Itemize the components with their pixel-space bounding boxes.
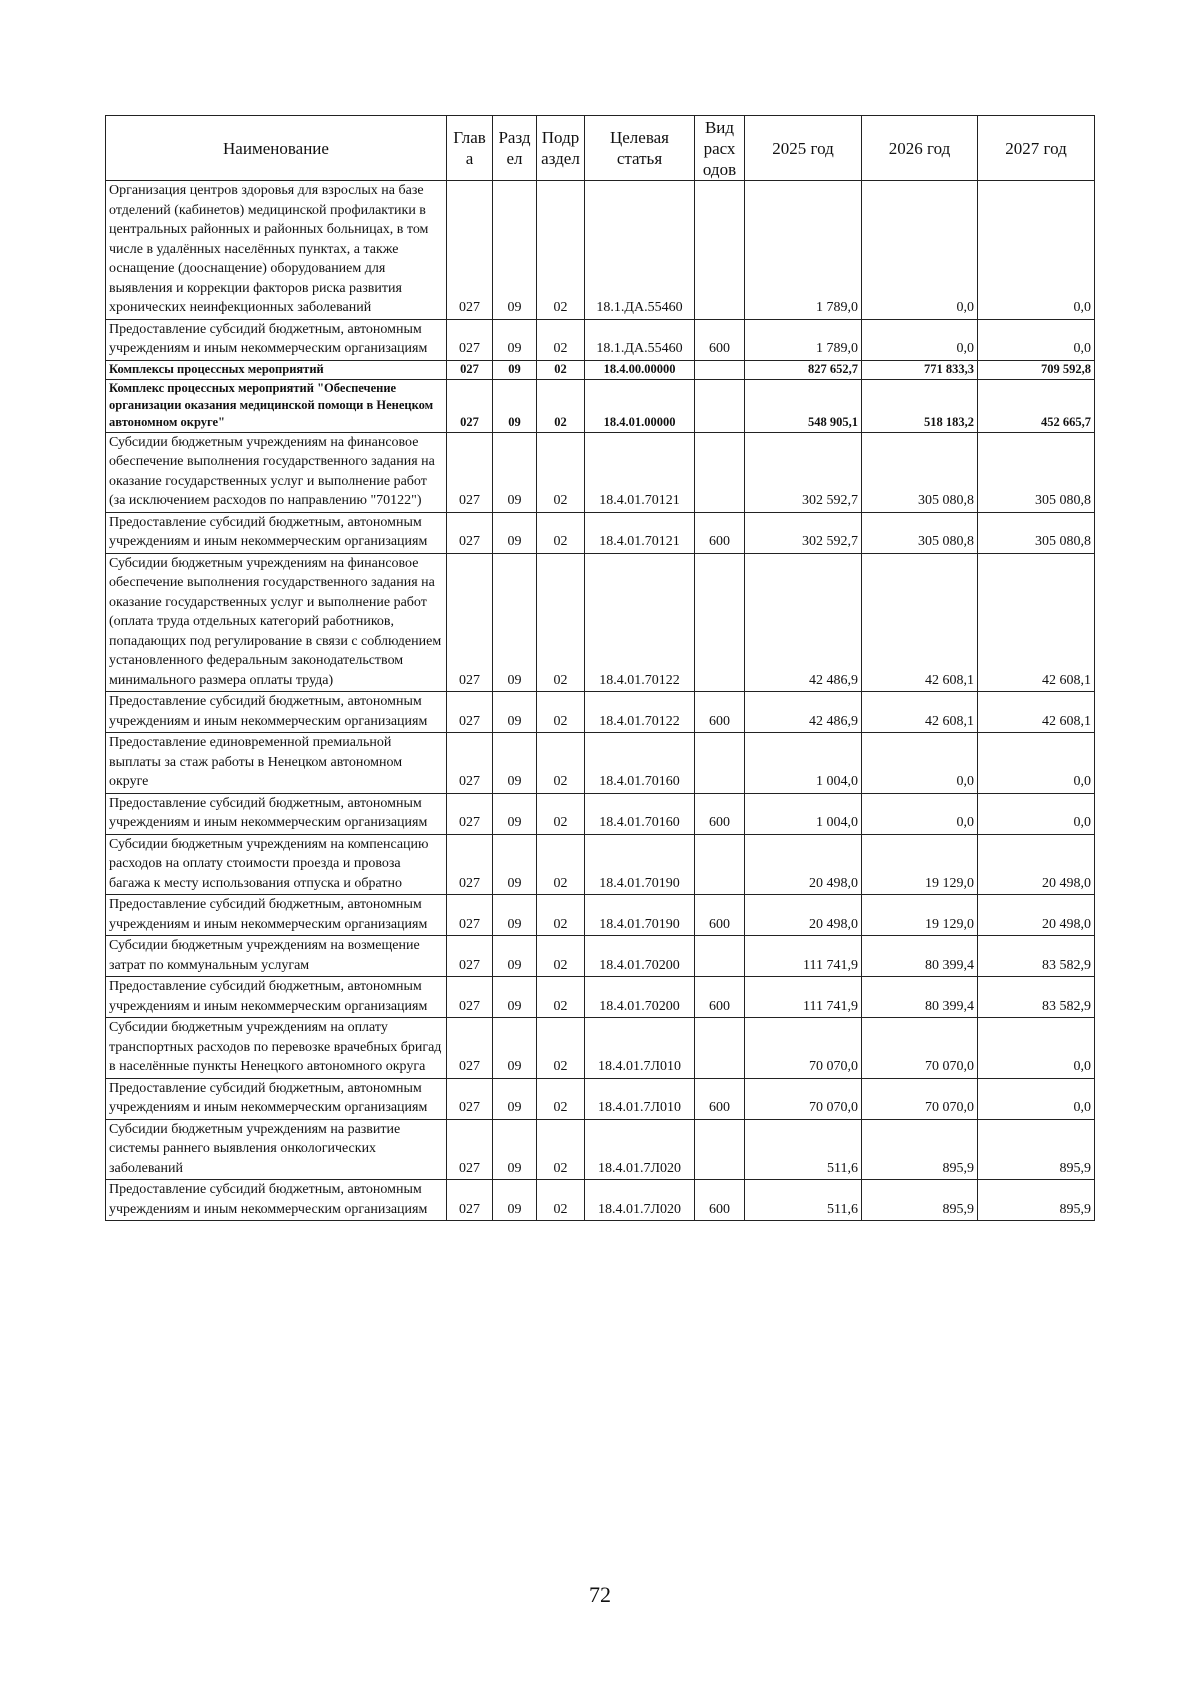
cell-expense-type (695, 1018, 745, 1079)
cell-name: Предоставление субсидий бюджетным, автономным учреждениям и иным некоммерческим организациям (106, 793, 447, 834)
cell-name: Субсидии бюджетным учреждениям на возмещение затрат по коммунальным услугам (106, 936, 447, 977)
cell-subsection: 02 (537, 1180, 585, 1221)
cell-name: Комплекс процессных мероприятий "Обеспечение организации оказания медицинской помощи в Ненецком автономном округе" (106, 379, 447, 432)
cell-2027: 305 080,8 (978, 432, 1095, 512)
header-2027: 2027 год (978, 116, 1095, 181)
cell-2025: 827 652,7 (745, 360, 862, 379)
cell-subsection: 02 (537, 834, 585, 895)
cell-2025: 111 741,9 (745, 936, 862, 977)
table-row (106, 834, 1095, 895)
cell-2025: 511,6 (745, 1119, 862, 1180)
cell-name: Субсидии бюджетным учреждениям на финансовое обеспечение выполнения государственного задания на оказание государственных услуг и выполнение работ (за исключением расходов по направлению "70122") (106, 432, 447, 512)
cell-name: Предоставление единовременной премиальной выплаты за стаж работы в Ненецком автономном округе (106, 733, 447, 794)
table-row (106, 181, 1095, 320)
cell-expense-type (695, 834, 745, 895)
table-row (106, 692, 1095, 733)
cell-target: 18.4.01.70190 (585, 834, 695, 895)
cell-target: 18.4.01.7Л010 (585, 1018, 695, 1079)
cell-subsection: 02 (537, 733, 585, 794)
table-row (106, 1180, 1095, 1221)
cell-2025: 70 070,0 (745, 1018, 862, 1079)
cell-subsection: 02 (537, 512, 585, 553)
cell-expense-type (695, 1119, 745, 1180)
cell-2027: 42 608,1 (978, 692, 1095, 733)
cell-chapter: 027 (447, 895, 493, 936)
cell-name: Предоставление субсидий бюджетным, автономным учреждениям и иным некоммерческим организациям (106, 1078, 447, 1119)
cell-2025: 42 486,9 (745, 692, 862, 733)
cell-target: 18.1.ДА.55460 (585, 319, 695, 360)
cell-expense-type (695, 553, 745, 692)
cell-subsection: 02 (537, 895, 585, 936)
cell-2025: 511,6 (745, 1180, 862, 1221)
cell-2027: 0,0 (978, 1078, 1095, 1119)
header-expense-type: Вид расх одов (695, 116, 745, 181)
header-subsection: Подр аздел (537, 116, 585, 181)
cell-section: 09 (493, 692, 537, 733)
cell-name: Субсидии бюджетным учреждениям на финансовое обеспечение выполнения государственного задания на оказание государственных услуг и выполнение работ (оплата труда отдельных категорий работников, попадающих под регулирование в связи с соблюдением установленного федеральным законодательством минимального размера оплаты труда) (106, 553, 447, 692)
cell-subsection: 02 (537, 936, 585, 977)
table-row (106, 936, 1095, 977)
cell-expense-type (695, 936, 745, 977)
cell-section: 09 (493, 936, 537, 977)
table-row (106, 379, 1095, 432)
cell-subsection: 02 (537, 432, 585, 512)
cell-2026: 895,9 (862, 1119, 978, 1180)
cell-2025: 302 592,7 (745, 512, 862, 553)
cell-expense-type: 600 (695, 793, 745, 834)
cell-target: 18.4.01.70122 (585, 692, 695, 733)
cell-2026: 895,9 (862, 1180, 978, 1221)
cell-2026: 0,0 (862, 319, 978, 360)
cell-2026: 305 080,8 (862, 432, 978, 512)
cell-2027: 83 582,9 (978, 936, 1095, 977)
cell-2027: 0,0 (978, 793, 1095, 834)
cell-name: Предоставление субсидий бюджетным, автономным учреждениям и иным некоммерческим организациям (106, 977, 447, 1018)
cell-target: 18.4.01.70160 (585, 793, 695, 834)
cell-section: 09 (493, 379, 537, 432)
cell-target: 18.4.00.00000 (585, 360, 695, 379)
cell-expense-type: 600 (695, 319, 745, 360)
cell-name: Предоставление субсидий бюджетным, автономным учреждениям и иным некоммерческим организациям (106, 895, 447, 936)
cell-2025: 1 789,0 (745, 319, 862, 360)
cell-section: 09 (493, 553, 537, 692)
cell-expense-type: 600 (695, 895, 745, 936)
cell-2025: 1 004,0 (745, 733, 862, 794)
cell-subsection: 02 (537, 1119, 585, 1180)
header-chapter: Глав а (447, 116, 493, 181)
cell-section: 09 (493, 1018, 537, 1079)
cell-2025: 20 498,0 (745, 834, 862, 895)
cell-2027: 0,0 (978, 733, 1095, 794)
cell-chapter: 027 (447, 936, 493, 977)
cell-2027: 0,0 (978, 1018, 1095, 1079)
cell-2026: 771 833,3 (862, 360, 978, 379)
table-row (106, 360, 1095, 379)
table-row (106, 319, 1095, 360)
cell-expense-type (695, 432, 745, 512)
cell-subsection: 02 (537, 319, 585, 360)
cell-name: Предоставление субсидий бюджетным, автономным учреждениям и иным некоммерческим организациям (106, 512, 447, 553)
cell-section: 09 (493, 1180, 537, 1221)
cell-chapter: 027 (447, 834, 493, 895)
cell-2027: 305 080,8 (978, 512, 1095, 553)
cell-chapter: 027 (447, 692, 493, 733)
header-name: Наименование (106, 116, 447, 181)
cell-2027: 895,9 (978, 1119, 1095, 1180)
budget-table (105, 115, 1095, 1221)
cell-2026: 70 070,0 (862, 1018, 978, 1079)
cell-chapter: 027 (447, 553, 493, 692)
cell-section: 09 (493, 432, 537, 512)
cell-expense-type (695, 379, 745, 432)
cell-chapter: 027 (447, 181, 493, 320)
header-2026: 2026 год (862, 116, 978, 181)
cell-target: 18.4.01.00000 (585, 379, 695, 432)
cell-2027: 0,0 (978, 181, 1095, 320)
table-header-row (106, 116, 1095, 181)
cell-2026: 42 608,1 (862, 553, 978, 692)
cell-subsection: 02 (537, 977, 585, 1018)
cell-section: 09 (493, 360, 537, 379)
cell-name: Субсидии бюджетным учреждениям на развитие системы раннего выявления онкологических заболеваний (106, 1119, 447, 1180)
cell-2027: 20 498,0 (978, 834, 1095, 895)
header-section: Разд ел (493, 116, 537, 181)
cell-expense-type (695, 733, 745, 794)
cell-subsection: 02 (537, 1078, 585, 1119)
cell-chapter: 027 (447, 1078, 493, 1119)
cell-section: 09 (493, 1119, 537, 1180)
cell-2025: 1 789,0 (745, 181, 862, 320)
cell-2026: 80 399,4 (862, 977, 978, 1018)
cell-2027: 42 608,1 (978, 553, 1095, 692)
cell-2025: 111 741,9 (745, 977, 862, 1018)
cell-name: Комплексы процессных мероприятий (106, 360, 447, 379)
cell-section: 09 (493, 793, 537, 834)
cell-chapter: 027 (447, 1018, 493, 1079)
cell-section: 09 (493, 1078, 537, 1119)
cell-target: 18.4.01.70160 (585, 733, 695, 794)
cell-chapter: 027 (447, 512, 493, 553)
cell-2025: 1 004,0 (745, 793, 862, 834)
table-row (106, 733, 1095, 794)
cell-name: Субсидии бюджетным учреждениям на компенсацию расходов на оплату стоимости проезда и провоза багажа к месту использования отпуска и обратно (106, 834, 447, 895)
cell-chapter: 027 (447, 793, 493, 834)
cell-section: 09 (493, 181, 537, 320)
cell-subsection: 02 (537, 379, 585, 432)
cell-target: 18.1.ДА.55460 (585, 181, 695, 320)
cell-subsection: 02 (537, 1018, 585, 1079)
cell-chapter: 027 (447, 432, 493, 512)
cell-target: 18.4.01.70190 (585, 895, 695, 936)
cell-target: 18.4.01.7Л020 (585, 1180, 695, 1221)
cell-chapter: 027 (447, 360, 493, 379)
cell-2026: 19 129,0 (862, 834, 978, 895)
cell-expense-type (695, 360, 745, 379)
cell-2027: 0,0 (978, 319, 1095, 360)
table-row (106, 977, 1095, 1018)
cell-chapter: 027 (447, 977, 493, 1018)
cell-2025: 70 070,0 (745, 1078, 862, 1119)
cell-expense-type: 600 (695, 977, 745, 1018)
cell-subsection: 02 (537, 181, 585, 320)
cell-section: 09 (493, 977, 537, 1018)
header-2025: 2025 год (745, 116, 862, 181)
table-row (106, 553, 1095, 692)
table-row (106, 895, 1095, 936)
cell-name: Предоставление субсидий бюджетным, автономным учреждениям и иным некоммерческим организациям (106, 319, 447, 360)
cell-2026: 70 070,0 (862, 1078, 978, 1119)
cell-subsection: 02 (537, 793, 585, 834)
cell-2025: 20 498,0 (745, 895, 862, 936)
cell-name: Предоставление субсидий бюджетным, автономным учреждениям и иным некоммерческим организациям (106, 1180, 447, 1221)
cell-2026: 80 399,4 (862, 936, 978, 977)
cell-2025: 548 905,1 (745, 379, 862, 432)
cell-target: 18.4.01.70200 (585, 936, 695, 977)
header-target: Целевая статья (585, 116, 695, 181)
page-number: 72 (589, 1582, 611, 1607)
cell-section: 09 (493, 834, 537, 895)
cell-chapter: 027 (447, 1180, 493, 1221)
cell-section: 09 (493, 512, 537, 553)
cell-2026: 518 183,2 (862, 379, 978, 432)
cell-2026: 305 080,8 (862, 512, 978, 553)
cell-2027: 83 582,9 (978, 977, 1095, 1018)
cell-target: 18.4.01.70122 (585, 553, 695, 692)
cell-expense-type: 600 (695, 692, 745, 733)
cell-target: 18.4.01.7Л020 (585, 1119, 695, 1180)
cell-target: 18.4.01.70121 (585, 432, 695, 512)
cell-2026: 42 608,1 (862, 692, 978, 733)
cell-subsection: 02 (537, 553, 585, 692)
cell-name: Субсидии бюджетным учреждениям на оплату транспортных расходов по перевозке врачебных бригад в населённые пункты Ненецкого автономного округа (106, 1018, 447, 1079)
cell-2027: 895,9 (978, 1180, 1095, 1221)
cell-name: Предоставление субсидий бюджетным, автономным учреждениям и иным некоммерческим организациям (106, 692, 447, 733)
cell-2026: 0,0 (862, 181, 978, 320)
cell-target: 18.4.01.70121 (585, 512, 695, 553)
cell-expense-type (695, 181, 745, 320)
cell-expense-type: 600 (695, 1180, 745, 1221)
cell-2027: 20 498,0 (978, 895, 1095, 936)
cell-2026: 0,0 (862, 793, 978, 834)
cell-chapter: 027 (447, 379, 493, 432)
cell-2027: 709 592,8 (978, 360, 1095, 379)
table-row (106, 512, 1095, 553)
cell-2026: 0,0 (862, 733, 978, 794)
table-row (106, 1078, 1095, 1119)
cell-2026: 19 129,0 (862, 895, 978, 936)
cell-subsection: 02 (537, 360, 585, 379)
cell-chapter: 027 (447, 1119, 493, 1180)
cell-target: 18.4.01.70200 (585, 977, 695, 1018)
cell-name: Организация центров здоровья для взрослых на базе отделений (кабинетов) медицинской профилактики в центральных районных и районных больницах, в том числе в удалённых населённых пунктах, а также оснащение (дооснащение) оборудованием для выявления и коррекции факторов риска развития хронических неинфекционных заболеваний (106, 181, 447, 320)
cell-chapter: 027 (447, 319, 493, 360)
table-row (106, 432, 1095, 512)
cell-2025: 302 592,7 (745, 432, 862, 512)
table-row (106, 1119, 1095, 1180)
cell-section: 09 (493, 319, 537, 360)
table-row (106, 1018, 1095, 1079)
cell-2027: 452 665,7 (978, 379, 1095, 432)
cell-section: 09 (493, 895, 537, 936)
cell-chapter: 027 (447, 733, 493, 794)
cell-expense-type: 600 (695, 512, 745, 553)
cell-target: 18.4.01.7Л010 (585, 1078, 695, 1119)
table-row (106, 793, 1095, 834)
cell-2025: 42 486,9 (745, 553, 862, 692)
cell-expense-type: 600 (695, 1078, 745, 1119)
cell-subsection: 02 (537, 692, 585, 733)
cell-section: 09 (493, 733, 537, 794)
